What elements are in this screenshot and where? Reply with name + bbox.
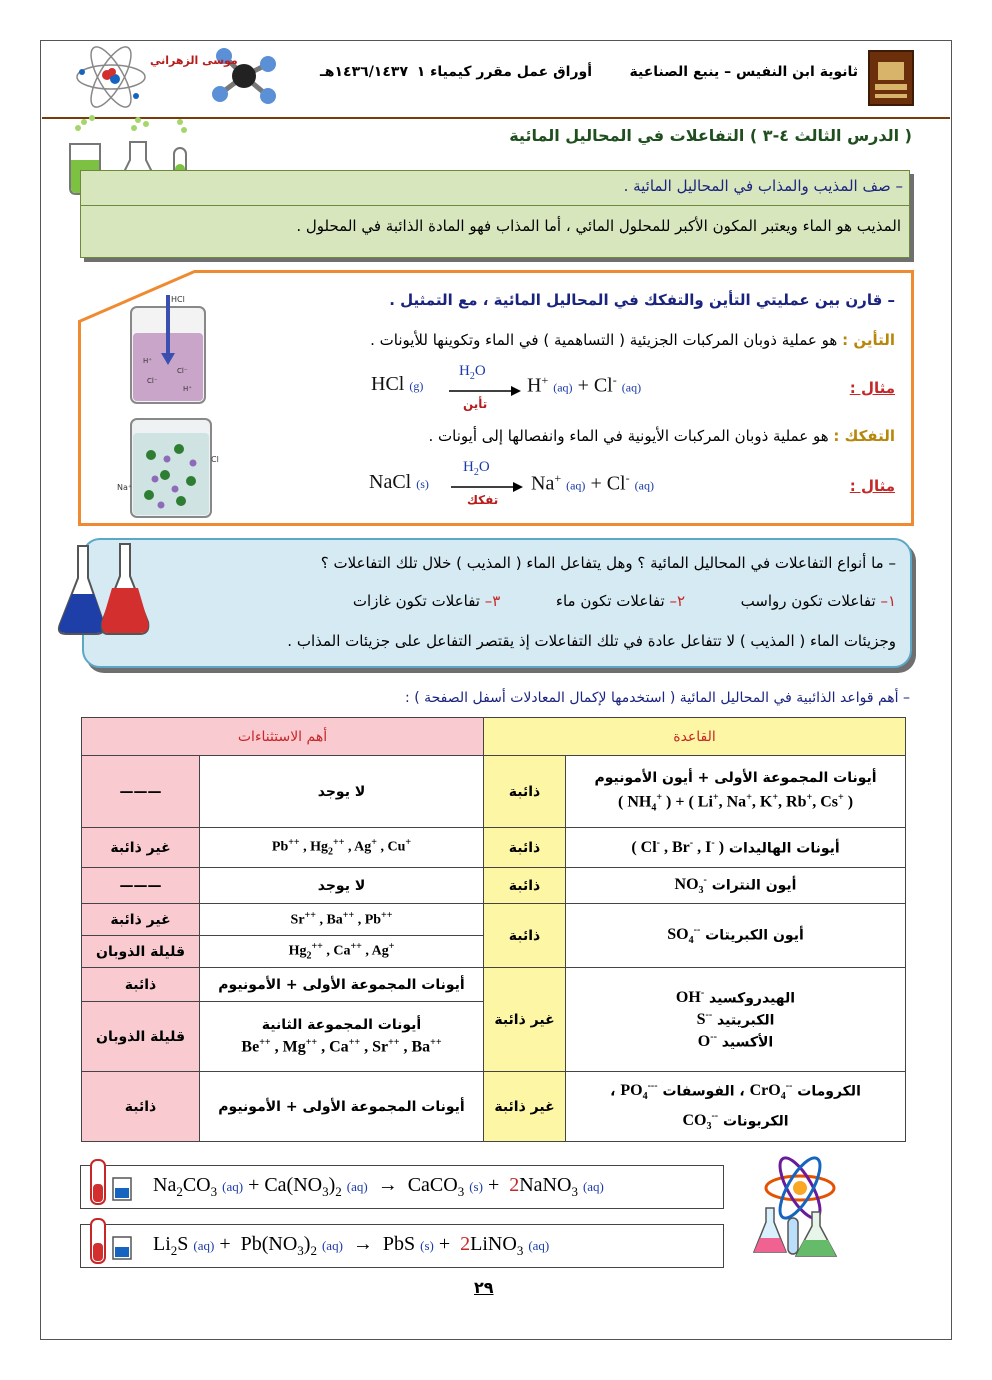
reaction-type-2: تفاعلات تكون ماء bbox=[555, 592, 665, 610]
rules-heading: – أهم قواعد الذائبية في المحاليل المائية ( استخدمها لإكمال المعادلات أسفل الصفحة ) : bbox=[405, 690, 910, 706]
hcl-equation bbox=[371, 373, 423, 396]
rule-group1: أيونات المجموعة الأولى + أيون الأمونيوم ( $NH_4^+$ ) + ( Li+, Na+, K+, Rb+, Cs+ ) bbox=[566, 756, 906, 828]
rule-nitrate: أيون النترات $NO_3^-$ bbox=[566, 868, 906, 904]
reaction-type-3: تفاعلات تكون غازات bbox=[352, 592, 480, 610]
nacl-beaker-cl-label: Cl bbox=[211, 455, 219, 464]
nacl-products: Na+ (aq) + Cl- (aq) bbox=[531, 471, 654, 495]
ionization-term: التأين : bbox=[842, 331, 895, 349]
rule-chromate-exc-status: ذائبة bbox=[82, 1072, 200, 1142]
hcl-arrow-label: تأين bbox=[463, 397, 488, 411]
rule-sulfate: أيون الكبريتات $SO_4^{--}$ bbox=[566, 904, 906, 968]
rule-chromate-exceptions: أيونات المجموعة الأولى + الأمونيوم bbox=[200, 1072, 484, 1142]
rule-halides-exceptions: Pb++ , $Hg_2^{++}$ , Ag+ , Cu+ bbox=[200, 828, 484, 868]
rule-hydroxide-sulfide-oxide: الهيدروكسيد OH- الكبريتيد S-- الأكسيد O-- bbox=[566, 968, 906, 1072]
ionization-box bbox=[78, 270, 914, 526]
rule-sulfate-status: ذائبة bbox=[484, 904, 566, 968]
rule-nitrate-exceptions: لا يوجد bbox=[200, 868, 484, 904]
rule-group1-exceptions: لا يوجد bbox=[200, 756, 484, 828]
rule-group1-exc-status: ——— bbox=[82, 756, 200, 828]
dissociation-example-label: مثال : bbox=[849, 477, 895, 495]
solvent-answer: المذيب هو الماء ويعتبر المكون الأكبر للمحلول المائي ، أما المذاب فهو المادة الذائبة في المحلول . bbox=[296, 217, 901, 235]
table-header-row bbox=[82, 718, 906, 756]
lesson-title: ( الدرس الثالث ٤-٣ ) التفاعلات في المحاليل المائية bbox=[509, 126, 912, 145]
nacl-reactant: NaCl bbox=[369, 471, 412, 493]
rule-nitrate-status: ذائبة bbox=[484, 868, 566, 904]
reaction-types: ١– تفاعلات تكون رواسب ٢– تفاعلات تكون ماء ٣– تفاعلات تكون غازات bbox=[352, 592, 896, 610]
rule-hydroxide-status: غير ذائبة bbox=[484, 968, 566, 1072]
nacl-arrow bbox=[451, 481, 523, 493]
nacl-arrow-solvent: $H_2O$ bbox=[463, 459, 490, 478]
school-name: ثانوية ابن النفيس – ينبع الصناعية bbox=[629, 64, 858, 80]
worksheet-title: أوراق عمل مقرر كيمياء ١ bbox=[416, 64, 592, 80]
atom-icon bbox=[74, 44, 148, 110]
reactions-box bbox=[82, 538, 912, 668]
rule-sulfate-exc-status-2: قليلة الذوبان bbox=[82, 936, 200, 968]
hcl-reactant: HCl bbox=[371, 373, 405, 395]
ionization-example-label: مثال : bbox=[849, 379, 895, 397]
table-row bbox=[82, 828, 906, 868]
svg-text:H⁺: H⁺ bbox=[183, 385, 192, 393]
rule-halides-exc-status: غير ذائبة bbox=[82, 828, 200, 868]
solubility-table bbox=[81, 717, 906, 1142]
reactions-question: – ما أنواع التفاعلات في المحاليل المائية ؟ وهل يتفاعل الماء ( المذيب ) خلال تلك التفاعلات ؟ bbox=[320, 554, 896, 572]
school-logo bbox=[868, 50, 914, 106]
rule-hydroxide-exceptions-1: أيونات المجموعة الأولى + الأمونيوم bbox=[200, 968, 484, 1002]
academic-year: ١٤٣٦/١٤٣٧هـ bbox=[320, 64, 408, 80]
svg-text:H⁺: H⁺ bbox=[143, 357, 152, 365]
rule-hydroxide-exc-status-2: قليلة الذوبان bbox=[82, 1002, 200, 1072]
table-row bbox=[82, 756, 906, 828]
hcl-beaker-illustration bbox=[113, 293, 223, 407]
equation-box-2 bbox=[80, 1224, 724, 1268]
rule-hydroxide-exc-status-1: ذائبة bbox=[82, 968, 200, 1002]
solvent-question: – صف المذيب والمذاب في المحاليل المائية . bbox=[623, 177, 903, 195]
reactions-note: وجزيئات الماء ( المذيب ) لا تتفاعل عادة في تلك التفاعلات إذ يقتصر التفاعل على جزيئات المذاب . bbox=[287, 632, 896, 650]
dissociation-def-text: هو عملية ذوبان المركبات الأيونية في الماء وانفصالها إلى أيونات . bbox=[428, 427, 829, 445]
table-row bbox=[82, 868, 906, 904]
ionization-def-text: هو عملية ذوبان المركبات الجزيئية ( التساهمية ) في الماء وتكوينها للأيونات . bbox=[370, 331, 838, 349]
lab-flasks-icon bbox=[56, 538, 160, 642]
hcl-products: H+ (aq) + Cl- (aq) bbox=[527, 373, 642, 397]
solvent-box bbox=[80, 170, 910, 258]
solvent-divider bbox=[81, 205, 909, 206]
rule-sulfate-exc-status-1: غير ذائبة bbox=[82, 904, 200, 936]
header-rule: القاعدة bbox=[484, 718, 906, 756]
hcl-arrow-solvent: $H_2O$ bbox=[459, 363, 486, 382]
molecule-icon bbox=[206, 42, 282, 108]
page-number: ٢٩ bbox=[474, 1278, 494, 1297]
rule-chromate-phosphate-carbonate: الكرومات CrO$_4$-- ، الفوسفات $PO_4^{---}$ ، الكربونات $CO_3^{--}$ bbox=[566, 1072, 906, 1142]
hcl-beaker-label: HCl bbox=[171, 295, 185, 304]
rule-group1-status: ذائبة bbox=[484, 756, 566, 828]
ionization-definition bbox=[370, 331, 895, 349]
header-exceptions: أهم الاستثناءات bbox=[82, 718, 484, 756]
test-tube-icon bbox=[85, 1156, 137, 1210]
nacl-beaker-illustration bbox=[121, 415, 221, 521]
rule-sulfate-exceptions-2: $Hg_2^{++}$ , Ca++ , Ag+ bbox=[200, 936, 484, 968]
equation-2: $Li_2S$ $(aq) + Pb(NO_3)_2$ (aq) → PbS (s) + 2LiNO$_3$ (aq) bbox=[153, 1233, 550, 1258]
ionization-question: – قارن بين عمليتي التأين والتفكك في المحاليل المائية ، مع التمثيل . bbox=[389, 291, 895, 309]
svg-text:Cl⁻: Cl⁻ bbox=[147, 377, 158, 385]
hcl-arrow bbox=[449, 385, 521, 397]
nacl-beaker-na-label: Na⁺ bbox=[117, 483, 133, 492]
test-tube-icon bbox=[85, 1215, 137, 1269]
reaction-type-1: تفاعلات تكون رواسب bbox=[740, 592, 876, 610]
nacl-arrow-label: تفكك bbox=[467, 493, 499, 507]
rule-sulfate-exceptions-1: Sr++ , Ba++ , Pb++ bbox=[200, 904, 484, 936]
equation-box-1 bbox=[80, 1165, 724, 1209]
rule-halides-status: ذائبة bbox=[484, 828, 566, 868]
author-name: موسى الزهراني bbox=[150, 54, 238, 67]
dissociation-term: التفكك : bbox=[833, 427, 895, 445]
table-row bbox=[82, 1072, 906, 1142]
table-row bbox=[82, 904, 906, 936]
hcl-state: (g) bbox=[409, 379, 424, 393]
rule-halides: أيونات الهاليدات ( Cl- , Br- , I- ) bbox=[566, 828, 906, 868]
table-row bbox=[82, 968, 906, 1002]
nacl-equation: NaCl (s) bbox=[369, 471, 429, 493]
rule-chromate-status: غير ذائبة bbox=[484, 1072, 566, 1142]
dissociation-definition bbox=[429, 427, 895, 445]
rule-nitrate-exc-status: ——— bbox=[82, 868, 200, 904]
equation-1: $Na_2CO_3$ $(aq) + Ca(NO_3)_2$ (aq) → CaCO$_3$ (s) + 2NaNO$_3$ (aq) bbox=[153, 1174, 604, 1199]
science-clipart-icon bbox=[752, 1152, 848, 1262]
svg-text:Cl⁻: Cl⁻ bbox=[177, 367, 188, 375]
rule-hydroxide-exceptions-2: أيونات المجموعة الثانية Be++ , Mg++ , Ca++ , Sr++ , Ba++ bbox=[200, 1002, 484, 1072]
